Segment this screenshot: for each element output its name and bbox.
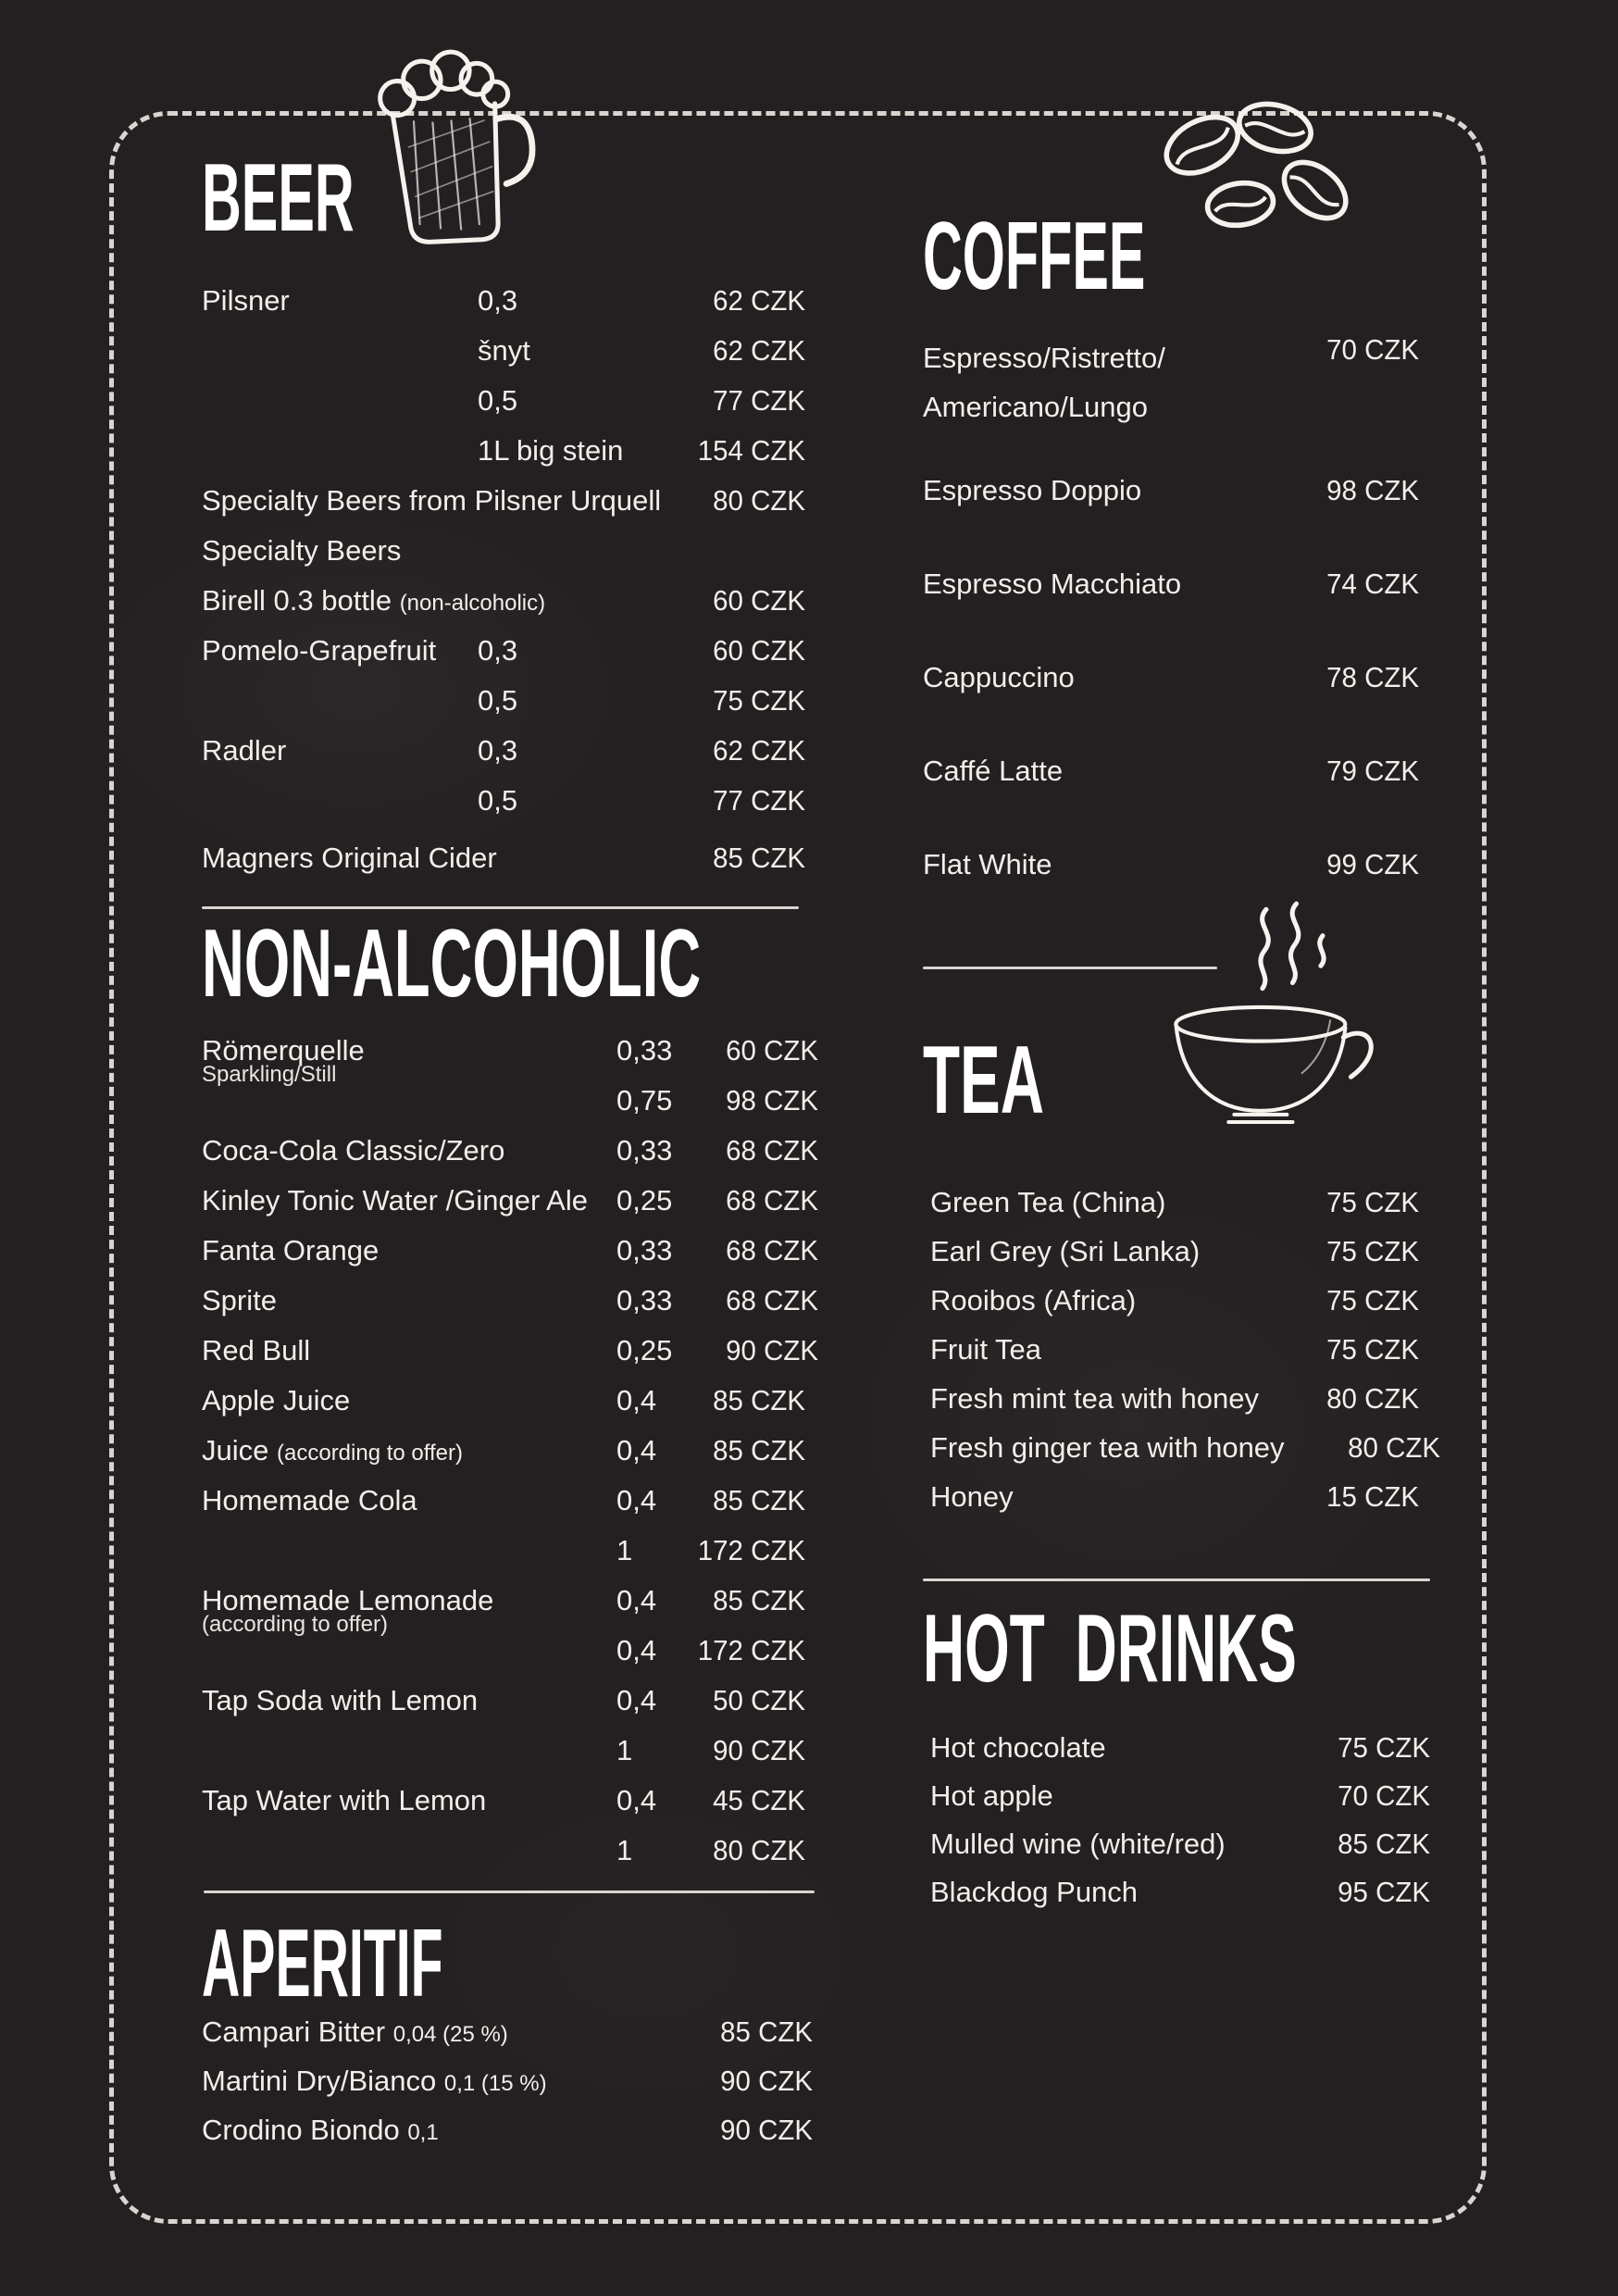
item-name: Red Bull <box>202 1334 311 1366</box>
section-title-non-alcoholic: NON-ALCOHOLIC <box>202 910 702 1017</box>
item-name: Juice (according to offer) <box>202 1434 463 1466</box>
menu-item-row <box>202 1076 819 1126</box>
item-price: 60 CZK <box>726 1034 819 1067</box>
item-volume: 0,33 <box>616 1034 673 1067</box>
item-subtitle: (according to offer) <box>202 1612 388 1637</box>
item-name: Rooibos (Africa) <box>930 1283 1137 1316</box>
item-price: 80 CZK <box>713 1834 805 1866</box>
item-price: 172 CZK <box>697 1534 805 1566</box>
item-price: 85 CZK <box>713 1434 805 1466</box>
item-name: Tap Soda with Lemon <box>202 1684 479 1716</box>
item-name: Fruit Tea <box>930 1332 1042 1366</box>
menu-item-row <box>923 848 1419 942</box>
item-price: 80 CZK <box>1347 1430 1440 1464</box>
menu-item-row <box>202 1026 819 1087</box>
item-volume: 0,33 <box>616 1284 673 1316</box>
item-price: 90 CZK <box>720 2064 813 2097</box>
item-price: 45 CZK <box>713 1784 805 1816</box>
menu-item-row <box>202 276 805 326</box>
item-price: 60 CZK <box>713 584 805 617</box>
item-name: Espresso Doppio <box>923 474 1142 506</box>
item-name: Birell 0.3 bottle (non-alcoholic) <box>202 584 546 617</box>
item-price: 68 CZK <box>726 1184 819 1217</box>
item-price: 90 CZK <box>720 2113 813 2146</box>
item-name: Fresh mint tea with honey <box>930 1381 1259 1415</box>
menu-item-row <box>202 2105 813 2154</box>
item-price: 85 CZK <box>713 1584 805 1616</box>
divider <box>204 1890 815 1893</box>
item-volume: 1 <box>616 1534 633 1566</box>
item-volume: 0,4 <box>616 1484 657 1516</box>
item-price: 98 CZK <box>1326 474 1419 506</box>
section-title-tea: TEA <box>923 1027 1045 1134</box>
item-name: Cappuccino <box>923 661 1075 693</box>
item-name: Martini Dry/Bianco 0,1 (15 %) <box>202 2064 547 2097</box>
item-volume: 0,3 <box>478 734 518 767</box>
item-price: 90 CZK <box>713 1734 805 1766</box>
item-price: 98 CZK <box>726 1084 819 1117</box>
item-price: 77 CZK <box>713 384 805 417</box>
menu-item-row <box>202 1826 805 1876</box>
menu-item-row <box>202 776 805 826</box>
item-note: 0,04 (25 %) <box>392 2021 508 2047</box>
item-volume: 0,4 <box>616 1384 657 1416</box>
item-volume: 0,4 <box>616 1684 657 1716</box>
item-volume: 0,5 <box>478 784 518 817</box>
item-name: Römerquelle Sparkling/Still <box>202 1034 365 1087</box>
section-title-aperitif: APERITIF <box>202 1910 443 2017</box>
non-alcoholic-section <box>202 1026 819 1876</box>
item-name: Fresh ginger tea with honey <box>930 1430 1285 1464</box>
menu-item-row <box>202 376 805 426</box>
item-name: Flat White <box>923 848 1052 880</box>
item-price: 85 CZK <box>720 2015 813 2048</box>
item-name: Honey <box>930 1479 1014 1513</box>
divider <box>923 967 1217 969</box>
menu-item-row <box>202 1326 819 1376</box>
menu-item-row <box>202 1726 805 1776</box>
item-name: Pilsner <box>202 284 290 317</box>
menu-item-row <box>923 568 1419 661</box>
item-name: Hot chocolate <box>930 1731 1106 1764</box>
item-name: Campari Bitter 0,04 (25 %) <box>202 2015 508 2048</box>
menu-item-row <box>202 1226 819 1276</box>
menu-item-row <box>202 1476 805 1526</box>
item-price: 80 CZK <box>1326 1381 1419 1415</box>
item-price: 99 CZK <box>1326 848 1419 880</box>
item-price: 75 CZK <box>1338 1731 1430 1764</box>
item-name: Specialty Beers <box>202 534 402 567</box>
item-price: 85 CZK <box>1338 1828 1430 1860</box>
item-price: 85 CZK <box>713 1484 805 1516</box>
divider <box>923 1578 1430 1581</box>
item-volume: 1 <box>616 1734 633 1766</box>
item-note: 0,1 (15 %) <box>443 2070 547 2096</box>
item-price: 70 CZK <box>1326 333 1419 366</box>
item-name: Crodino Biondo 0,1 <box>202 2113 439 2146</box>
item-price: 79 CZK <box>1326 755 1419 787</box>
menu-item-row <box>930 1868 1430 1916</box>
item-name: Mulled wine (white/red) <box>930 1828 1226 1860</box>
item-name: Specialty Beers from Pilsner Urquell <box>202 484 662 517</box>
menu-item-row <box>930 1276 1419 1325</box>
item-price: 77 CZK <box>713 784 805 817</box>
item-volume: 0,3 <box>478 284 518 317</box>
menu-item-row <box>202 1276 819 1326</box>
item-price: 70 CZK <box>1338 1779 1430 1812</box>
menu-item-row <box>923 333 1419 474</box>
item-volume: 1L big stein <box>478 434 624 467</box>
item-price: 68 CZK <box>726 1134 819 1167</box>
item-name: Espresso Macchiato <box>923 568 1182 600</box>
item-price: 85 CZK <box>713 842 805 874</box>
item-name: Sprite <box>202 1284 277 1316</box>
menu-item-row <box>930 1178 1419 1227</box>
item-price: 85 CZK <box>713 1384 805 1416</box>
item-price: 15 CZK <box>1326 1479 1419 1513</box>
menu-item-row <box>202 1376 805 1426</box>
item-price: 75 CZK <box>713 684 805 717</box>
menu-item-row <box>202 2007 813 2056</box>
section-title-beer: BEER <box>202 144 355 252</box>
menu-item-row <box>202 1526 805 1576</box>
menu-item-row <box>923 474 1419 568</box>
menu-item-row <box>930 1374 1419 1423</box>
section-title-hot-drinks: HOT DRINKS <box>923 1595 1297 1703</box>
menu-item-row <box>202 1426 805 1476</box>
menu-item-row <box>202 576 805 626</box>
item-name: Earl Grey (Sri Lanka) <box>930 1234 1201 1267</box>
item-note: (non-alcoholic) <box>399 591 546 616</box>
item-name: Blackdog Punch <box>930 1876 1139 1908</box>
item-name: Caffé Latte <box>923 755 1064 787</box>
menu-item-row <box>202 326 805 376</box>
item-name: Kinley Tonic Water /Ginger Ale <box>202 1184 588 1217</box>
item-name: Coca-Cola Classic/Zero <box>202 1134 505 1167</box>
menu-item-row <box>202 476 805 526</box>
item-name: Radler <box>202 734 287 767</box>
item-name: Fanta Orange <box>202 1234 380 1267</box>
item-volume: 0,5 <box>478 684 518 717</box>
item-volume: 0,33 <box>616 1234 673 1267</box>
menu-item-row <box>202 1176 819 1226</box>
item-price: 172 CZK <box>697 1634 805 1666</box>
menu-item-row <box>930 1325 1419 1374</box>
hot-drinks-section <box>930 1724 1430 1916</box>
item-name: Green Tea (China) <box>930 1185 1166 1218</box>
item-price: 62 CZK <box>713 734 805 767</box>
item-volume: 0,4 <box>616 1584 657 1616</box>
menu-item-row <box>930 1724 1430 1772</box>
item-volume: 0,3 <box>478 634 518 667</box>
menu-item-row <box>202 726 805 776</box>
section-title-coffee: COFFEE <box>923 203 1146 310</box>
item-name: Apple Juice <box>202 1384 351 1416</box>
menu-item-row <box>930 1423 1440 1472</box>
beer-section <box>202 276 805 883</box>
item-price: 154 CZK <box>697 434 805 467</box>
item-volume: šnyt <box>478 334 530 367</box>
menu-item-row <box>930 1472 1419 1521</box>
item-price: 62 CZK <box>713 334 805 367</box>
item-price: 75 CZK <box>1326 1185 1419 1218</box>
item-price: 75 CZK <box>1326 1283 1419 1316</box>
tea-section <box>930 1178 1440 1521</box>
item-volume: 0,4 <box>616 1434 657 1466</box>
item-volume: 0,75 <box>616 1084 673 1117</box>
item-note: (according to offer) <box>277 1441 463 1466</box>
item-volume: 0,4 <box>616 1634 657 1666</box>
item-price: 62 CZK <box>713 284 805 317</box>
divider <box>202 906 799 909</box>
item-name: Tap Water with Lemon <box>202 1784 487 1816</box>
item-note: 0,1 <box>407 2119 439 2145</box>
menu-item-row <box>930 1772 1430 1820</box>
menu-item-row <box>202 1576 805 1637</box>
item-price: 68 CZK <box>726 1234 819 1267</box>
item-volume: 0,25 <box>616 1184 673 1217</box>
item-name: Homemade Lemonade (according to offer) <box>202 1584 494 1637</box>
item-subtitle: Sparkling/Still <box>202 1062 337 1087</box>
menu-item-row <box>930 1820 1430 1868</box>
menu-item-row <box>202 1676 805 1726</box>
item-volume: 1 <box>616 1834 633 1866</box>
item-name: Pomelo-Grapefruit <box>202 634 437 667</box>
menu-item-row <box>202 676 805 726</box>
item-price: 78 CZK <box>1326 661 1419 693</box>
item-price: 75 CZK <box>1326 1332 1419 1366</box>
menu-item-row <box>202 1626 805 1676</box>
item-name: Magners Original Cider <box>202 842 497 874</box>
item-price: 68 CZK <box>726 1284 819 1316</box>
menu-item-row <box>202 426 805 476</box>
item-name: Homemade Cola <box>202 1484 417 1516</box>
item-volume: 0,5 <box>478 384 518 417</box>
menu-item-row <box>930 1227 1419 1276</box>
item-name: Espresso/Ristretto/ Americano/Lungo <box>923 342 1165 424</box>
menu-item-row <box>202 626 805 676</box>
item-price: 74 CZK <box>1326 568 1419 600</box>
menu-item-row <box>202 833 805 883</box>
menu-item-row <box>202 2056 813 2105</box>
item-price: 60 CZK <box>713 634 805 667</box>
item-price: 90 CZK <box>726 1334 819 1366</box>
item-price: 50 CZK <box>713 1684 805 1716</box>
aperitif-section <box>202 2007 813 2154</box>
item-price: 80 CZK <box>713 484 805 517</box>
item-price: 75 CZK <box>1326 1234 1419 1267</box>
menu-item-row <box>923 661 1419 755</box>
item-volume: 0,33 <box>616 1134 673 1167</box>
menu-item-row <box>202 1126 819 1176</box>
menu-item-row <box>202 1776 805 1826</box>
item-name: Hot apple <box>930 1779 1053 1812</box>
item-volume: 0,25 <box>616 1334 673 1366</box>
menu-item-row <box>923 755 1419 848</box>
menu-item-row <box>202 526 805 576</box>
coffee-section <box>923 333 1419 942</box>
item-price: 95 CZK <box>1338 1876 1430 1908</box>
item-volume: 0,4 <box>616 1784 657 1816</box>
